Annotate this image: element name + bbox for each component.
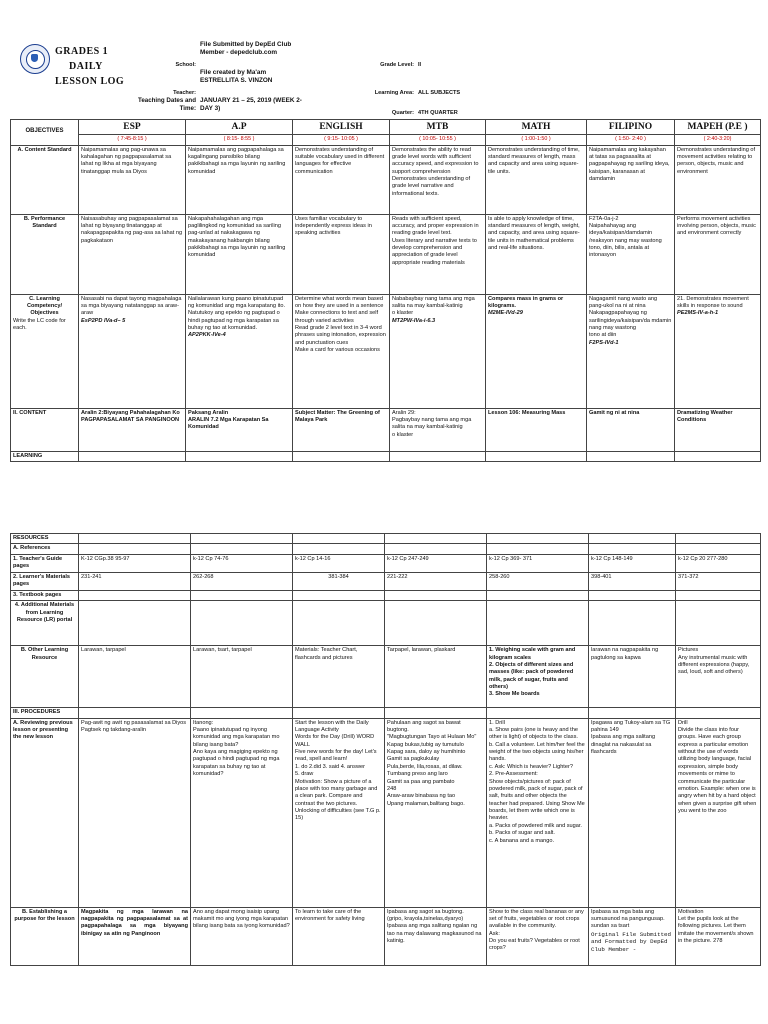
title-line-2: DAILY	[69, 61, 103, 72]
est-english: To learn to take care of the environment for safety living	[293, 907, 385, 965]
other-english: Materials: Teacher Chart, flashcards and pictures	[293, 646, 385, 708]
est-esp: Magpakita ng mga larawan na nagpapakita ng pagpapasalamat sa at pagpapahalaga sa mga biyayang ibinigay sa atin ng Panginoon	[79, 907, 191, 965]
teacher-label: Teacher:	[173, 89, 196, 96]
est-filipino	[589, 907, 676, 965]
content-mapeh: Dramatizing Weather Conditions	[675, 408, 761, 451]
competency-text: Nailalarawan kung paano ipinatutupad ng komunidad ang mga karapatang ito. Natutukoy ang epekto ng pagtupad o hindi pagtupad ng mga karapatan sa buhay ng tao at komunidad.	[188, 295, 286, 332]
content-standard-english: Demonstrates understanding of suitable vocabulary used in different languages for effective communication	[293, 145, 390, 214]
est-ap: Ano ang dapat mong isaisip upang makamit mo ang iyong mga karapatan bilang isang bata sa iyong komunidad?	[191, 907, 293, 965]
tg-mtb: k-12 Cp 247-249	[385, 554, 487, 572]
competency-text: Nasasabi na dapat tayong magpahalaga sa mga biyayang natatanggap sa araw-araw	[81, 295, 182, 317]
other-mtb: Tarpapel, larawan, plaskard	[385, 646, 487, 708]
procedures-label: III. PROCEDURES	[11, 708, 79, 718]
subject-esp: ESP	[79, 120, 186, 135]
content-standard-mapeh: Demonstrates understanding of movement activities relating to person, objects, music and environment	[675, 145, 761, 214]
performance-standard-mtb: Reads with sufficient speed, accuracy, and proper expression in reading grade level text. Uses literary and narrative texts to develop comprehension and appreciation of grade level appropriate reading materials	[390, 214, 486, 294]
rev-mtb: Pahulaan ang sagot sa bawat bugtong. "Magbugtungan Tayo at Hulaan Mo" Kapag bukas,tubig ay tumutulo Kapag sara, daloy ay humihinto Gamit sa pagkukulay Pula,berde, lila,rosas, at dilaw. Tumbang preso ang laro Gamit sa paa ang pambato 248 Araw-araw binabasa ng tao Upang malaman,balitang bago.	[385, 718, 487, 907]
additional-materials-label: 4. Additional Materials from Learning Resource (LR) portal	[11, 601, 79, 646]
tg-filipino: k-12 Cp 148-149	[589, 554, 676, 572]
learners-materials-label: 2. Learner's Materials pages	[11, 572, 79, 590]
competency-note: Write the LC code for each.	[13, 317, 66, 332]
content-standard-mtb: Demonstrates the ability to read grade level words with sufficient accuracy speed, and expression to support comprehension Demonstrates understanding of grade level narrative and informational texts.	[390, 145, 486, 214]
resources-table	[10, 533, 761, 966]
rev-mapeh: Drill Divide the class into four groups. Have each group express a particular emotion without the use of words utilizing body language, facial expression, simple body movements or mime to communicate the particular emotion. Example: when one is angry when hit by a hard object when given a surprise gift when you went to the zoo	[676, 718, 761, 907]
competency-text: Nagagamit nang wasto ang pang-ukol na ni at nina Nakapagpapahayag ng sarilingideya/kaisipan/da mdamin nang may wastong tono at diin	[589, 295, 672, 339]
subject-mtb: MTB	[390, 120, 486, 135]
other-ap: Larawan, tsart, tarpapel	[191, 646, 293, 708]
competency-code: AP2PKK-IVe-4	[188, 332, 226, 339]
time-esp: ( 7:45-8:15 )	[79, 135, 186, 145]
objectives-table	[10, 119, 761, 462]
rev-filipino: Ipagawa ang Tukoy-alam sa TG pahina 149 Ipabasa ang mga salitang dinaglat na nakasulat sa flashcards	[589, 718, 676, 907]
other-esp: Larawan, tarpapel	[79, 646, 191, 708]
grade-label: Grade Level:	[380, 61, 414, 68]
subject-filipino: FILIPINO	[587, 120, 675, 135]
performance-standard-math: Is able to apply knowledge of time, standard measures of length, weight, and capacity, and area using square-tile units in mathematical problems and real-life situations.	[486, 214, 587, 294]
learning-label: LEARNING	[11, 451, 79, 461]
time-english: ( 9:15- 10:05 )	[293, 135, 390, 145]
content-esp: Aralin 2:Biyayang Pahahalagahan Ko PAGPAPASALAMAT SA PANGINOON	[79, 408, 186, 451]
content-standard-math: Demonstrates understanding of time, standard measures of length, mass and capacity and area using square-tile units.	[486, 145, 587, 214]
time-mapeh: ( 2:40-3:20)	[675, 135, 761, 145]
time-mtb: ( 10:05- 10:55 )	[390, 135, 486, 145]
dates-value: JANUARY 21 – 25, 2019 (WEEK 2-DAY 3)	[200, 97, 302, 113]
teachers-guide-label: 1. Teacher's Guide pages	[11, 554, 79, 572]
competency-mtb	[390, 294, 486, 408]
competency-esp	[79, 294, 186, 408]
textbook-label: 3. Textbook pages	[11, 590, 79, 600]
subject-ap: A.P	[186, 120, 293, 135]
establishing-label: B. Establishing a purpose for the lesson	[11, 907, 79, 965]
competency-code: M2ME-IVd-29	[488, 310, 523, 317]
content-math: Lesson 106: Measuring Mass	[486, 408, 587, 451]
competency-code: PE2MS-IV-a-h-1	[677, 310, 719, 317]
references-label: A. References	[11, 544, 79, 554]
tg-math: k-12 Cp 369- 371	[487, 554, 589, 572]
performance-standard-esp: Naisasabuhay ang pagpapasalamat sa lahat ng biyayang tinatanggap at nakapagpapakita ng pag-asa sa lahat ng pagkakataon	[79, 214, 186, 294]
school-label: School:	[175, 61, 196, 68]
grade-value: II	[418, 61, 422, 68]
subject-english: ENGLISH	[293, 120, 390, 135]
rev-english: Start the lesson with the Daily Language Activity Words for the Day (Drill) WORD WALL Five new words for the day! Let's read, spell and learn! 1. do 2.did 3. said 4. answer 5. draw Motivation: Show a picture of a place with too many garbage and a clean park. Compare and contrast the two pictures. Unlocking of difficulties (see T.G p. 15)	[293, 718, 385, 907]
lm-english: 381-384	[293, 572, 385, 590]
dates-label: Teaching Dates and Time:	[138, 97, 196, 113]
lm-math: 258-260	[487, 572, 589, 590]
competency-math	[486, 294, 587, 408]
est-filipino-text: Ipabasa sa mga bata ang sumusunod na pangungusap. sundan sa tsart	[591, 908, 665, 930]
competency-text: 21. Demonstrates movement skills in response to sound	[677, 295, 749, 309]
tg-esp: K-12 CGp.38 95-97	[79, 554, 191, 572]
reviewing-label: A. Reviewing previous lesson or presenting the new lesson	[11, 718, 79, 907]
tg-english: k-12 Cp 14-16	[293, 554, 385, 572]
content-english: Subject Matter: The Greening of Malaya Park	[293, 408, 390, 451]
competency-filipino	[587, 294, 675, 408]
tg-ap: k-12 Cp 74-76	[191, 554, 293, 572]
performance-standard-english: Uses familiar vocabulary to independently express ideas in speaking activities	[293, 214, 390, 294]
subject-mapeh: MAPEH (P.E )	[675, 120, 761, 135]
competency-text: Compares mass in grams or kilograms.	[488, 295, 564, 309]
other-math: 1. Weighing scale with gram and kilogram scales 2. Objects of different sizes and masses (like: pack of powdered milk, pack of sugar, fruits and others) 3. Show Me boards	[487, 646, 589, 708]
lm-esp: 231-241	[79, 572, 191, 590]
header-info	[120, 41, 640, 117]
time-ap: ( 8:15- 8:55 )	[186, 135, 293, 145]
other-mapeh: Pictures Any instrumental music with different expressions (happy, sad, loud, soft and others)	[676, 646, 761, 708]
area-label: Learning Area:	[374, 89, 414, 96]
est-math: Show to the class real bananas or any set of fruits, vegetables or root crops available in the community. Ask: Do you eat fruits? Vegetables or root crops?	[487, 907, 589, 965]
deped-seal-icon	[20, 44, 50, 74]
subject-math: MATH	[486, 120, 587, 135]
area-value: ALL SUBJECTS	[418, 89, 461, 96]
performance-standard-ap: Nakapahahalagahan ang mga paglilingkod ng komunidad sa sariling pag-unlad at nakakagawa ng makakayanang hakbangin bilang pakikibahagi sa mga layunin ng sariling komunidad	[186, 214, 293, 294]
content-ap: Paksang Aralin ARALIN 7.2 Mga Karapatan Sa Komunidad	[186, 408, 293, 451]
time-math: ( 1:00-1:50 )	[486, 135, 587, 145]
content-standard-esp: Naipamamalas ang pag-unawa sa kahalagahan ng pagpapasalamat sa lahat ng likha at mga biyayang tinatanggap mula sa Diyos	[79, 145, 186, 214]
other-resource-label: B. Other Learning Resource	[11, 646, 79, 708]
rev-esp: Pag-awit ng awit ng pasasalamat sa Diyos Pagtsek ng takdang-aralin	[79, 718, 191, 907]
lm-ap: 262-268	[191, 572, 293, 590]
competency-label-cell	[11, 294, 79, 408]
document-title	[55, 44, 124, 89]
teacher-value: File created by Ma'am ESTRELLITA S. VINZON	[200, 69, 273, 85]
school-value: File Submitted by DepEd Club Member - depedclub.com	[200, 41, 292, 57]
performance-standard-label: B. Performance Standard	[11, 214, 79, 294]
title-line-1: GRADES 1	[55, 46, 109, 57]
competency-english	[293, 294, 390, 408]
content-standard-label: A. Content Standard	[11, 145, 79, 214]
content-standard-ap: Naipamamalas ang pagpapahalaga sa kagalingang pansibiko bilang pakikibahagi sa mga layunin ng sariling komunidad	[186, 145, 293, 214]
content-filipino: Gamit ng ni at nina	[587, 408, 675, 451]
lm-mtb: 221-222	[385, 572, 487, 590]
competency-code: F2PS-IVd-1	[589, 339, 619, 346]
competency-code: EsP2PD IVa-d– 5	[81, 317, 126, 324]
resources-label: RESOURCES	[11, 534, 79, 544]
content-standard-filipino: Naipamamalas ang kakayahan at tatas sa pagsasalita at pagpapahayag ng sariling ideya, kaisipan, karanasan at damdamin	[587, 145, 675, 214]
competency-mapeh	[675, 294, 761, 408]
performance-standard-filipino: F2TA-0a-j-2 Naipahahayag ang ideya/kaisipan/damdamin /reaksyon nang may wastong tono, diin, bilis, antala at intonasyon	[587, 214, 675, 294]
lm-filipino: 398-401	[589, 572, 676, 590]
performance-standard-mapeh: Performs movement activities involving person, objects, music and environment correctly	[675, 214, 761, 294]
est-mapeh: Motivation Let the pupils look at the following pictures. Let them imitate the movement/s shown in the picture. 278	[676, 907, 761, 965]
title-line-3: LESSON LOG	[55, 76, 125, 87]
quarter-value: 4TH QUARTER	[418, 109, 458, 116]
quarter-label: Quarter:	[391, 109, 414, 116]
content-label: II. CONTENT	[11, 408, 79, 451]
other-filipino: larawan na nagpapakita ng pagtulong sa kapwa	[589, 646, 676, 708]
competency-text: Nababaybay nang tama ang mga salita na may kambal-katinig o klaster	[392, 295, 475, 317]
competency-label: C. Learning Competency/ Objectives	[26, 295, 63, 317]
rev-math: 1. Drill a. Show pairs (one is heavy and the other is light) of objects to the class. b. Call a volunteer. Let him/her feel the weight of the two objects using his/her hands. c. Ask: Which is heavier? Lighter? 2. Pre-Assessment: Show objects/pictures of: pack of powdered milk, pack of sugar, pack of salt, fruits and other objects the teacher had prepared. Using Show Me boards, let them write which one is heavier. a. Packs of powdered milk and sugar. b. Packs of sugar and salt. c. A banana and a mango.	[487, 718, 589, 907]
competency-text: Determine what words mean based on how they are used in a sentence Make connections to text and self through varied activities Read grade 2 level text in 3-4 word phrases using intonation, expression and punctuation cues Make a card for various occasions	[295, 295, 386, 354]
competency-ap	[186, 294, 293, 408]
est-mtb: Ipabasa ang sagot sa bugtong. (gripo, krayola,tsinelas,dyaryo) Ipabasa ang mga salitang ngalan ng tao na may dalawang magkasunod na katinig.	[385, 907, 487, 965]
tg-mapeh: k-12 Cp 20 277-280	[676, 554, 761, 572]
competency-code: MT2PW-IVa-i-6.3	[392, 317, 436, 324]
watermark-text: Original File Submitted and Formatted by DepEd Club Member -	[591, 930, 672, 953]
time-filipino: ( 1:50- 2:40 )	[587, 135, 675, 145]
rev-ap: Itanong: Paano ipinatutupad ng inyong komunidad ang mga karapatan mo bilang isang bata? Ano kaya ang magiging epekto ng pagtupad o hindi pagtupad ng mga karapatan sa buhay ng tao at komunidad?	[191, 718, 293, 907]
objectives-label: OBJECTIVES	[11, 120, 79, 146]
lm-mapeh: 371-372	[676, 572, 761, 590]
content-mtb: Aralin 29: Pagbaybay nang tama ang mga salita na may kambal-katinig o klaster	[390, 408, 486, 451]
